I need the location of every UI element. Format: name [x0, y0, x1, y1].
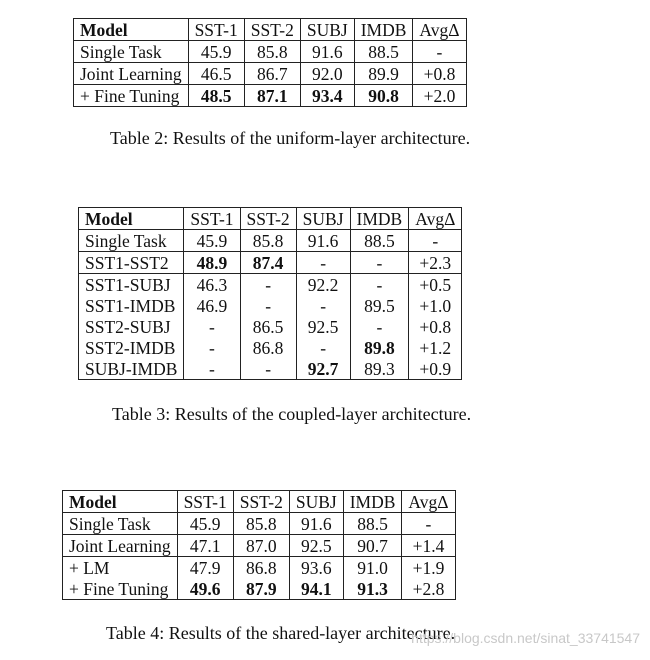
table-cell: 92.5 [289, 535, 343, 557]
table-row [74, 63, 467, 85]
column-header-model: Model [74, 19, 189, 41]
column-header: SUBJ [300, 19, 354, 41]
table-cell: 91.6 [289, 513, 343, 535]
table-3 [78, 207, 462, 380]
table-cell: 88.5 [354, 41, 413, 63]
table-cell: - [184, 316, 240, 337]
table-cell: 45.9 [184, 230, 240, 252]
row-label: SUBJ-IMDB [85, 358, 178, 379]
table-cell: 46.9 [184, 295, 240, 316]
table-cell: 85.8 [244, 41, 300, 63]
column-header-model: Model [79, 208, 184, 230]
table-cell: +2.3 [409, 252, 462, 274]
column-header: AvgΔ [402, 491, 455, 513]
table-cell: 90.7 [343, 535, 402, 557]
row-label: Single Task [80, 41, 162, 62]
table-row [79, 295, 462, 316]
table-cell: 47.1 [177, 535, 233, 557]
table-cell: - [350, 274, 409, 296]
column-header: IMDB [354, 19, 413, 41]
table-cell: 91.6 [300, 41, 354, 63]
header-row [63, 491, 456, 513]
table-row [63, 578, 456, 600]
column-header: AvgΔ [409, 208, 462, 230]
column-header: SST-2 [240, 208, 296, 230]
table-cell: +1.2 [409, 337, 462, 358]
table-row [63, 557, 456, 579]
table-cell: 88.5 [343, 513, 402, 535]
table-row [79, 274, 462, 296]
table-cell: 86.8 [233, 557, 289, 579]
row-label: SST2-IMDB [85, 337, 176, 358]
table-cell: - [184, 337, 240, 358]
table-row [63, 513, 456, 535]
table-cell: 45.9 [188, 41, 244, 63]
table-cell: 89.3 [350, 358, 409, 380]
table-cell: 89.5 [350, 295, 409, 316]
table-4 [62, 490, 456, 600]
row-label: SST1-IMDB [85, 295, 176, 316]
table-cell: 46.5 [188, 63, 244, 85]
table-4-caption: Table 4: Results of the shared-layer architecture. [106, 623, 456, 643]
table-2 [73, 18, 467, 107]
table-cell: 85.8 [233, 513, 289, 535]
table-cell: +0.9 [409, 358, 462, 380]
table-cell: 92.0 [300, 63, 354, 85]
table-cell: 93.4 [300, 85, 354, 107]
table-cell: - [296, 337, 350, 358]
table-row [79, 252, 462, 274]
table-cell: 87.9 [233, 578, 289, 600]
table-cell: 85.8 [240, 230, 296, 252]
column-header: SST-1 [184, 208, 240, 230]
table-2-caption: Table 2: Results of the uniform-layer architecture. [110, 128, 471, 148]
table-cell: 86.8 [240, 337, 296, 358]
table-cell: - [350, 252, 409, 274]
table-cell: 92.7 [296, 358, 350, 380]
table-cell: 92.5 [296, 316, 350, 337]
row-label: + Fine Tuning [69, 578, 169, 599]
table-cell: 87.1 [244, 85, 300, 107]
table-row [74, 85, 467, 107]
row-label: Joint Learning [63, 535, 178, 557]
table-cell: - [402, 513, 455, 535]
watermark-text: https://blog.csdn.net/sinat_33741547 [411, 630, 640, 646]
table-3-caption: Table 3: Results of the coupled-layer architecture. [112, 404, 472, 424]
table-cell: 93.6 [289, 557, 343, 579]
table-cell: +1.9 [402, 557, 455, 579]
table-cell: - [296, 295, 350, 316]
table-cell: 89.9 [354, 63, 413, 85]
table-row [79, 316, 462, 337]
table-cell: 90.8 [354, 85, 413, 107]
table-cell: 87.0 [233, 535, 289, 557]
table-cell: 45.9 [177, 513, 233, 535]
row-label: SST1-SUBJ [79, 274, 184, 296]
column-header: SUBJ [296, 208, 350, 230]
table-cell: - [240, 295, 296, 316]
table-cell: - [413, 41, 466, 63]
row-label: Joint Learning [74, 63, 189, 85]
row-label: Single Task [85, 230, 167, 251]
row-label: + Fine Tuning [74, 85, 189, 107]
table-cell: +2.8 [402, 578, 455, 600]
table-cell: 92.2 [296, 274, 350, 296]
column-header: AvgΔ [413, 19, 466, 41]
header-row [79, 208, 462, 230]
table-cell: 94.1 [289, 578, 343, 600]
table-cell: - [409, 230, 462, 252]
table-cell: +0.8 [409, 316, 462, 337]
table-cell: 46.3 [184, 274, 240, 296]
table-cell: - [184, 358, 240, 380]
row-label: + LM [63, 557, 178, 579]
table-row [79, 337, 462, 358]
table-cell: 47.9 [177, 557, 233, 579]
column-header: IMDB [343, 491, 402, 513]
table-cell: 48.9 [184, 252, 240, 274]
row-label: SST1-SST2 [79, 252, 184, 274]
table-cell: 49.6 [177, 578, 233, 600]
table-cell: 86.7 [244, 63, 300, 85]
table-cell: 91.6 [296, 230, 350, 252]
table-row [79, 230, 462, 252]
table-row [63, 535, 456, 557]
table-cell: +0.8 [413, 63, 466, 85]
column-header: SST-1 [177, 491, 233, 513]
table-cell: 88.5 [350, 230, 409, 252]
table-cell: 48.5 [188, 85, 244, 107]
table-cell: +1.4 [402, 535, 455, 557]
table-cell: 89.8 [350, 337, 409, 358]
table-cell: 87.4 [240, 252, 296, 274]
table-cell: - [240, 274, 296, 296]
column-header: SST-2 [233, 491, 289, 513]
header-row [74, 19, 467, 41]
column-header-model: Model [63, 491, 178, 513]
table-cell: - [296, 252, 350, 274]
table-cell: 91.3 [343, 578, 402, 600]
row-label: SST2-SUBJ [85, 316, 171, 337]
row-label: Single Task [69, 513, 151, 534]
table-cell: - [350, 316, 409, 337]
table-cell: 86.5 [240, 316, 296, 337]
column-header: SUBJ [289, 491, 343, 513]
table-row [79, 358, 462, 380]
table-cell: +0.5 [409, 274, 462, 296]
table-cell: 91.0 [343, 557, 402, 579]
table-row [74, 41, 467, 63]
table-cell: +1.0 [409, 295, 462, 316]
table-cell: +2.0 [413, 85, 466, 107]
column-header: SST-2 [244, 19, 300, 41]
column-header: SST-1 [188, 19, 244, 41]
table-cell: - [240, 358, 296, 380]
column-header: IMDB [350, 208, 409, 230]
